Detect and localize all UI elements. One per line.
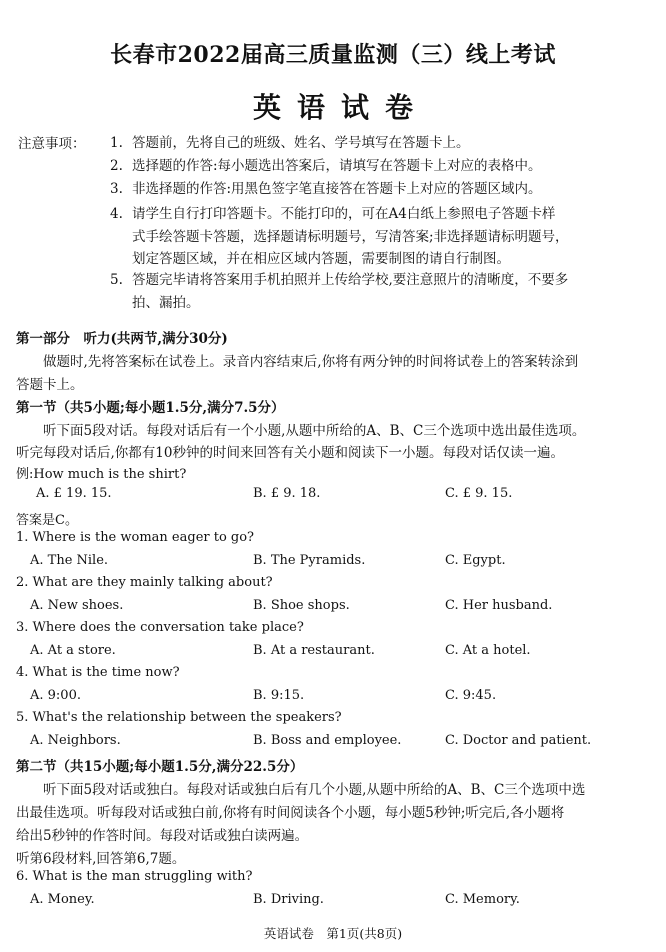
question-3: 3. Where does the conversation take place? bbox=[16, 620, 304, 635]
notice-item-continuation: 式手绘答题卡答题，选择题请标明题号，写清答案;非选择题请标明题号， bbox=[132, 228, 569, 245]
question-5-option-b: B. Boss and employee. bbox=[253, 733, 402, 748]
question-2-option-b: B. Shoe shops. bbox=[253, 598, 350, 613]
notice-item-4 bbox=[110, 203, 650, 271]
notice-item-text: 答题前，先将自己的班级、姓名、学号填写在答题卡上。 bbox=[132, 135, 470, 151]
section2-heading: 第二节（共15小题;每小题1.5分,满分22.5分） bbox=[16, 759, 304, 775]
page-footer: 英语试卷 第1页(共8页) bbox=[263, 926, 403, 941]
question-5: 5. What's the relationship between the speakers? bbox=[16, 710, 342, 725]
notice-item-continuation: 划定答题区域，并在相应区域内答题，需要制图的请自行制图。 bbox=[132, 251, 510, 267]
notice-item-text: 答题完毕请将答案用手机拍照并上传给学校,要注意照片的清晰度，不要多 bbox=[132, 272, 569, 288]
notice-item-number: 4. bbox=[110, 206, 123, 222]
question-1: 1. Where is the woman eager to go? bbox=[16, 530, 255, 545]
section1-heading: 第一节（共5小题;每小题1.5分,满分7.5分） bbox=[16, 400, 285, 416]
question-6-option-c: C. Memory. bbox=[445, 892, 520, 907]
question-2-option-a: A. New shoes. bbox=[30, 598, 124, 613]
question-6-option-a: A. Money. bbox=[30, 892, 95, 907]
example-option-a: A. £ 19. 15. bbox=[36, 486, 112, 501]
question-4-option-c: C. 9:45. bbox=[445, 688, 497, 703]
notice-item-number: 3. bbox=[110, 181, 123, 197]
question-5-option-c: C. Doctor and patient. bbox=[445, 733, 592, 748]
example-option-b: B. £ 9. 18. bbox=[253, 486, 321, 501]
part1-heading: 第一部分 听力(共两节,满分30分) bbox=[16, 331, 228, 347]
question-6: 6. What is the man struggling with? bbox=[16, 869, 253, 884]
notice-item-number: 5. bbox=[110, 272, 123, 288]
section2-material: 听第6段材料,回答第6,7题。 bbox=[16, 851, 186, 867]
notice-item-1 bbox=[110, 132, 650, 155]
part1-intro-line2: 答题卡上。 bbox=[16, 377, 84, 393]
notice-item-continuation: 拍、漏拍。 bbox=[132, 294, 200, 311]
question-1-option-b: B. The Pyramids. bbox=[253, 553, 366, 568]
question-4: 4. What is the time now? bbox=[16, 665, 180, 680]
notice-label: 注意事项： bbox=[18, 136, 86, 152]
example-question: 例:How much is the shirt? bbox=[16, 467, 187, 482]
exam-subtitle: 英语试卷 bbox=[252, 91, 429, 124]
notice-item-5 bbox=[110, 269, 650, 314]
section2-intro-line1: 听下面5段对话或独白。每段对话或独白后有几个小题,从题中所给的A、B、C三个选项中选 bbox=[43, 782, 586, 798]
exam-title: 长春市2022届高三质量监测（三）线上考试 bbox=[110, 42, 556, 68]
question-1-option-c: C. Egypt. bbox=[445, 553, 506, 568]
notice-item-number: 2. bbox=[110, 158, 123, 174]
question-2-option-c: C. Her husband. bbox=[445, 598, 553, 613]
question-4-option-b: B. 9:15. bbox=[253, 688, 305, 703]
section1-intro-line1: 听下面5段对话。每段对话后有一个小题,从题中所给的A、B、C三个选项中选出最佳选项。 bbox=[43, 423, 586, 439]
section1-intro-line2: 听完每段对话后,你都有10秒钟的时间来回答有关小题和阅读下一小题。每段对话仅读一遍。 bbox=[16, 445, 564, 461]
notice-item-text: 请学生自行打印答题卡。不能打印的，可在A4白纸上参照电子答题卡样 bbox=[132, 206, 556, 222]
example-answer: 答案是C。 bbox=[16, 513, 78, 528]
notice-item-text: 选择题的作答:每小题选出答案后，请填写在答题卡上对应的表格中。 bbox=[132, 158, 542, 174]
notice-item-3 bbox=[110, 178, 650, 201]
question-3-option-c: C. At a hotel. bbox=[445, 643, 531, 658]
question-2: 2. What are they mainly talking about? bbox=[16, 575, 273, 590]
question-4-option-a: A. 9:00. bbox=[30, 688, 81, 703]
section2-intro-line3: 给出5秒钟的作答时间。每段对话或独白读两遍。 bbox=[16, 828, 309, 844]
question-3-option-b: B. At a restaurant. bbox=[253, 643, 375, 658]
notice-item-number: 1. bbox=[110, 135, 123, 151]
example-option-c: C. £ 9. 15. bbox=[445, 486, 513, 501]
question-3-option-a: A. At a store. bbox=[30, 643, 116, 658]
section2-intro-line2: 出最佳选项。听每段对话或独白前,你将有时间阅读各个小题，每小题5秒钟;听完后,各小题将 bbox=[16, 805, 565, 821]
part1-intro-line1: 做题时,先将答案标在试卷上。录音内容结束后,你将有两分钟的时间将试卷上的答案转涂到 bbox=[43, 354, 579, 370]
question-6-option-b: B. Driving. bbox=[253, 892, 324, 907]
notice-item-2 bbox=[110, 155, 650, 178]
notice-item-text: 非选择题的作答:用黑色签字笔直接答在答题卡上对应的答题区域内。 bbox=[132, 181, 542, 197]
question-5-option-a: A. Neighbors. bbox=[30, 733, 121, 748]
question-1-option-a: A. The Nile. bbox=[30, 553, 109, 568]
